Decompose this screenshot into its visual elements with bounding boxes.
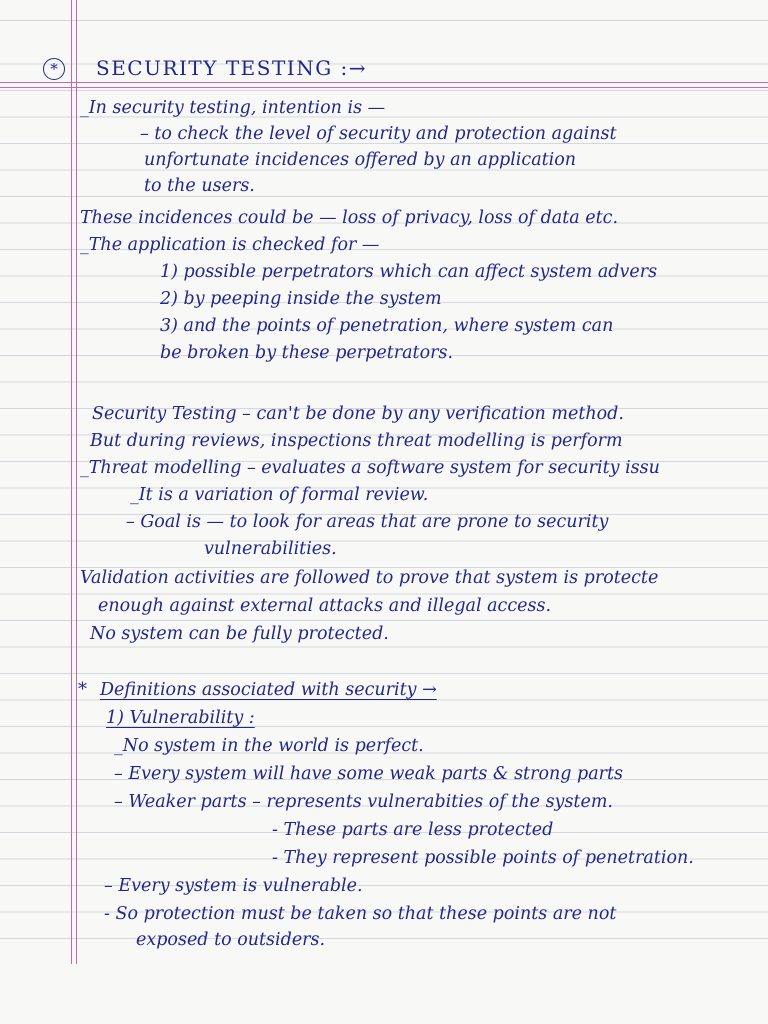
- note-line: - They represent possible points of penetration.: [272, 848, 694, 868]
- note-line: 1) possible perpetrators which can affect system advers: [160, 262, 658, 282]
- page-bottom: [0, 964, 768, 1024]
- note-line: Validation activities are followed to prove that system is protecte: [80, 568, 659, 588]
- note-line: to the users.: [144, 176, 255, 196]
- note-line: – Goal is — to look for areas that are prone to security: [126, 512, 609, 532]
- star-bullet-icon: *: [78, 679, 87, 700]
- note-line: unfortunate incidences offered by an application: [144, 150, 577, 170]
- note-line: _It is a variation of formal review.: [130, 485, 429, 505]
- note-line: enough against external attacks and illegal access.: [98, 596, 552, 616]
- note-line: exposed to outsiders.: [136, 930, 326, 950]
- note-line: vulnerabilities.: [204, 539, 337, 559]
- note-line: _In security testing, intention is —: [80, 98, 386, 118]
- note-line: _Threat modelling – evaluates a software system for security issu: [80, 458, 660, 478]
- page-title: SECURITY TESTING :→: [96, 56, 368, 80]
- circled-star-icon: *: [43, 58, 65, 80]
- note-line: be broken by these perpetrators.: [160, 343, 454, 363]
- note-line: But during reviews, inspections threat modelling is perform: [90, 431, 623, 451]
- note-line: – Weaker parts – represents vulnerabities of the system.: [114, 792, 613, 812]
- top-margin-rule: [0, 82, 768, 83]
- note-line: 2) by peeping inside the system: [160, 289, 442, 309]
- note-line: No system can be fully protected.: [90, 624, 389, 644]
- note-line: – Every system is vulnerable.: [104, 876, 363, 896]
- top-margin-rule: [0, 87, 768, 88]
- note-line: _The application is checked for —: [80, 235, 380, 255]
- section-heading: Definitions associated with security →: [100, 680, 437, 700]
- left-margin-line: [76, 0, 77, 964]
- note-line: - These parts are less protected: [272, 820, 554, 840]
- note-line: Security Testing – can't be done by any verification method.: [92, 404, 624, 424]
- note-line: 3) and the points of penetration, where system can: [160, 316, 614, 336]
- note-line: - So protection must be taken so that these points are not: [104, 904, 617, 924]
- note-line: _No system in the world is perfect.: [114, 736, 424, 756]
- note-line: These incidences could be — loss of privacy, loss of data etc.: [80, 208, 619, 228]
- note-line: – Every system will have some weak parts & strong parts: [114, 764, 624, 784]
- left-margin-line: [71, 0, 72, 964]
- note-line: – to check the level of security and protection against: [140, 124, 617, 144]
- subsection-heading: 1) Vulnerability :: [106, 708, 255, 728]
